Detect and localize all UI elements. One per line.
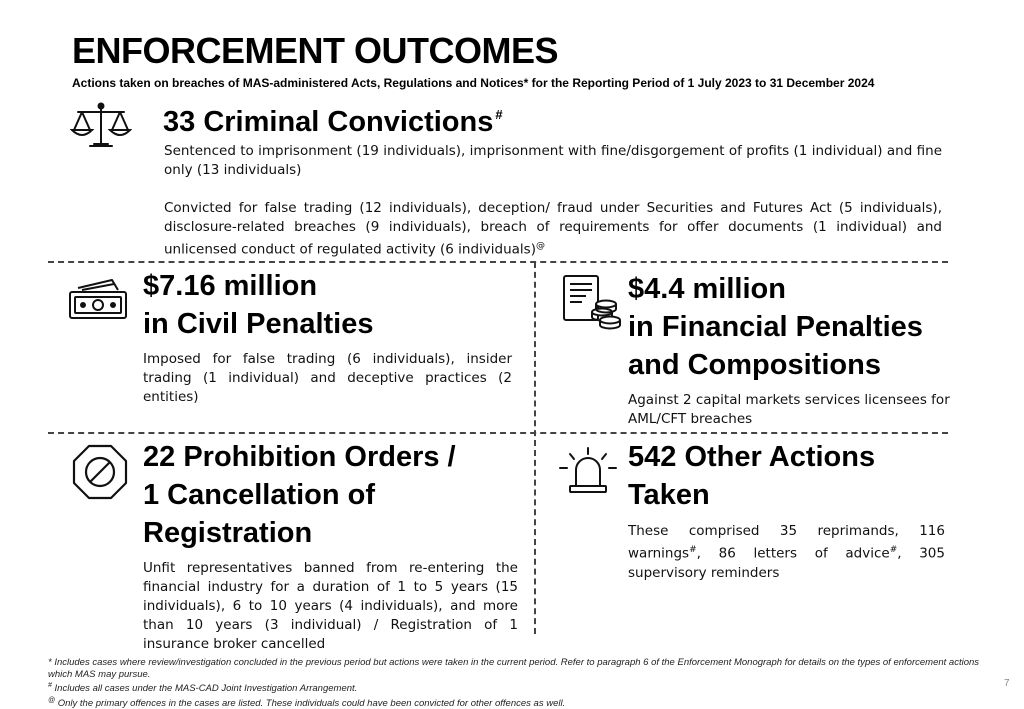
footnote-at [48,695,988,709]
financial-penalties-label: in Financial Penalties [628,311,923,343]
page-title: ENFORCEMENT OUTCOMES [72,30,559,71]
alarm-light-icon [558,446,618,494]
footnote-hash-mark: # [48,682,52,689]
financial-penalties-text: Against 2 capital markets services licensees for AML/CFT breaches [628,392,950,427]
other-actions-headline-2: Taken [628,479,710,511]
criminal-convictions-heading [163,96,503,141]
horizontal-divider-top [48,261,948,263]
footnote-at-mark: @ [48,696,56,704]
criminal-offences-text [164,199,942,260]
other-actions-headline: 542 Other Actions [628,441,876,473]
civil-penalties-text: Imposed for false trading (6 individuals), insider trading (1 individual) and deceptive practices (2 entities) [143,351,512,405]
criminal-offences-body: Convicted for false trading (12 individuals), deception/ fraud under Securities and Futures Act (5 individuals), disclosure-related breaches (9 individuals), breach of requirements for offer documents (1 individual) and unlicensed conduct of regulated activity (6 individuals) [164,200,942,258]
banknote-icon [68,278,130,322]
footnote-at-text: Only the primary offences in the cases are listed. These individuals could have been convicted for other offences as well. [55,697,566,709]
page-subtitle: Actions taken on breaches of MAS-administered Acts, Regulations and Notices* for the Reporting Period of 1 July 2023 to 31 December 2024 [72,76,875,90]
other-actions-text-part-3: , 305 supervisory reminders [628,545,945,581]
page-number: 7 [1004,678,1010,689]
other-actions-text [628,522,945,583]
other-actions-text-part-1: These comprised 35 reprimands, 116 warnings [628,523,945,562]
scales-icon [70,100,132,152]
cancellation-headline: 1 Cancellation of [143,479,376,511]
other-actions-text-part-2: , 86 letters of advice [696,545,890,562]
prohibition-orders-headline: 22 Prohibition Orders / [143,441,456,473]
financial-penalties-amount: $4.4 million [628,273,786,305]
footnote-asterisk: * Includes cases where review/investigation concluded in the previous period but actions were taken in the current period. Refer to paragraph 6 of the Enforcement Monograph for details on the types of enforcement actions which MAS may pursue. [48,657,980,680]
horizontal-divider-middle [48,432,948,434]
footnote-hash-text: Includes all cases under the MAS-CAD Joint Investigation Arrangement. [51,683,358,695]
hash-footnote-mark: # [889,545,898,555]
civil-penalties-amount: $7.16 million [143,270,318,302]
civil-penalties-label: in Civil Penalties [143,308,374,340]
registration-headline: Registration [143,517,313,549]
footnote-hash [48,680,988,695]
financial-penalties-label-2: and Compositions [628,349,881,381]
document-coins-icon [562,274,622,330]
vertical-divider [534,262,536,634]
prohibition-sign-icon [72,444,128,500]
hash-footnote-mark: # [495,107,503,122]
hash-footnote-mark: # [689,545,697,555]
criminal-sentences-text: Sentenced to imprisonment (19 individuals), imprisonment with fine/disgorgement of profits (1 individual) and fine only (13 individuals) [164,143,942,178]
prohibition-orders-text: Unfit representatives banned from re-entering the financial industry for a duration of 1 to 5 years (15 individuals), 6 to 10 years (4 individuals), and more than 10 years (3 individual) / Registration of 1 insurance broker cancelled [143,560,518,652]
at-footnote-mark: @ [535,241,545,251]
footnotes [48,657,988,709]
criminal-convictions-headline: 33 Criminal Convictions [163,106,494,138]
